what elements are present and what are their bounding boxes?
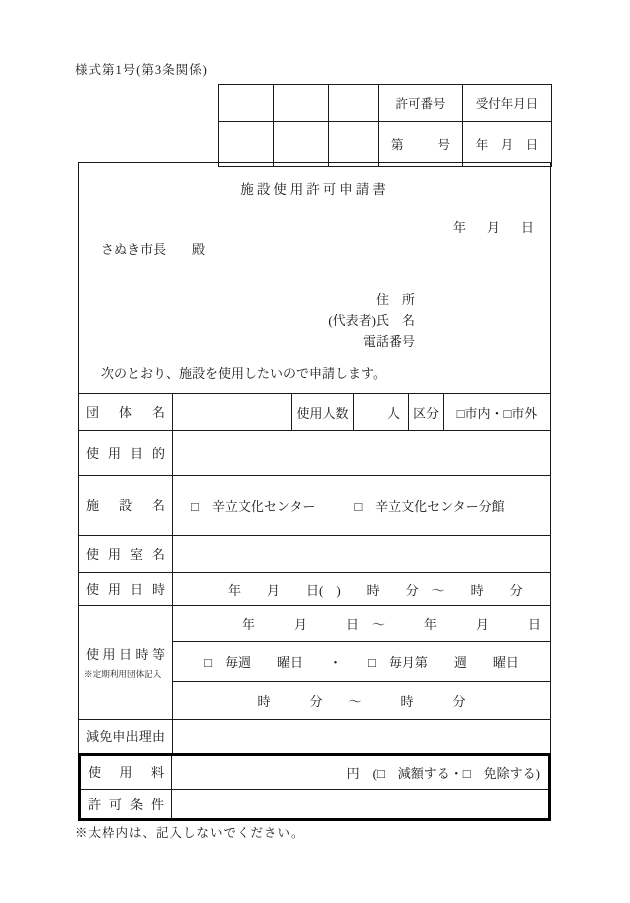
addressee-line: さぬき市長 殿	[101, 242, 206, 257]
schedule-label-cell	[79, 606, 173, 719]
room-input-cell	[173, 536, 550, 572]
purpose-label-cell	[79, 431, 173, 475]
form-number-label: 様式第1号(第3条関係)	[75, 63, 208, 77]
row-organization	[79, 393, 550, 430]
org-name-label-cell	[79, 394, 173, 430]
stamp-empty-cell	[329, 122, 379, 167]
stamp-empty-cell	[329, 85, 379, 122]
permit-number-value-cell	[379, 122, 463, 167]
form-title: 施設使用許可申請書	[240, 182, 389, 197]
stamp-empty-cell	[219, 85, 274, 122]
stamp-empty-cell	[274, 85, 329, 122]
row-schedule	[79, 605, 550, 719]
facility-checkbox-options: □ 辛立文化センター □ 辛立文化センター分館	[191, 499, 505, 514]
permit-no-suffix: 号	[437, 138, 450, 152]
representative-name-label: (代表者)氏 名	[328, 313, 415, 328]
row-facility	[79, 475, 550, 535]
facility-label-cell	[79, 476, 173, 535]
datetime-label: 使用日時	[86, 581, 165, 597]
row-exemption	[79, 719, 550, 753]
category-label: 区分	[409, 394, 444, 430]
application-form-box	[78, 162, 551, 821]
schedule-date-range-cell: 年 月 日 ～ 年 月 日	[241, 616, 541, 632]
datetime-input-cell: 年 月 日( ) 時 分 ～ 時 分	[228, 582, 523, 598]
stamp-empty-cell	[274, 122, 329, 167]
stamp-empty-cell	[219, 122, 274, 167]
row-conditions	[81, 789, 548, 818]
schedule-weekly-cell: □ 毎週 曜日 ・ □ 毎月第 週 曜日	[173, 641, 550, 682]
fee-label-cell	[81, 756, 172, 789]
row-room	[79, 535, 550, 572]
permit-number-label: 許可番号	[379, 85, 463, 122]
exemption-input-cell	[173, 720, 550, 753]
schedule-subrows	[173, 606, 550, 719]
stamp-table	[218, 84, 552, 167]
facility-label: 施設名	[86, 498, 165, 513]
org-name-label: 団体名	[86, 404, 165, 420]
received-date-value-cell: 年 月 日	[463, 122, 552, 167]
org-name-input-cell	[173, 394, 292, 430]
application-date-line: 年 月 日	[452, 220, 538, 235]
row-datetime	[79, 572, 550, 605]
fee-label: 使用料	[88, 765, 164, 780]
schedule-note: ※定期利用団体記入	[84, 668, 162, 679]
footer-note: ※太枠内は、記入しないでください。	[75, 826, 305, 840]
intro-sentence: 次のとおり、施設を使用したいので申請します。	[101, 366, 386, 381]
office-use-only-frame	[78, 753, 551, 821]
room-label-cell	[79, 536, 173, 572]
form-header	[79, 163, 550, 393]
row-fee	[81, 756, 548, 789]
schedule-time-range-cell: 時 分 ～ 時 分	[173, 681, 550, 719]
phone-number-label: 電話番号	[362, 334, 415, 349]
room-label: 使用室名	[86, 546, 165, 562]
conditions-input-cell	[172, 790, 548, 818]
schedule-label: 使用日時等	[86, 646, 165, 662]
purpose-label: 使用目的	[86, 445, 165, 461]
permit-no-prefix: 第	[391, 138, 404, 152]
row-purpose	[79, 430, 550, 475]
purpose-input-cell	[173, 431, 550, 475]
users-count-unit: 人	[354, 394, 409, 430]
datetime-label-cell	[79, 573, 173, 605]
applicant-contact-block	[328, 289, 415, 352]
exemption-label: 減免申出理由	[86, 729, 165, 744]
conditions-label: 許可条件	[88, 796, 164, 812]
received-date-label: 受付年月日	[463, 85, 552, 122]
exemption-label-cell	[79, 720, 173, 753]
fee-value-cell: 円 (□ 減額する・□ 免除する)	[346, 766, 540, 781]
users-count-label: 使用人数	[292, 394, 354, 430]
category-checkbox-options: □市内・□市外	[456, 405, 538, 421]
address-label: 住 所	[375, 292, 415, 307]
conditions-label-cell	[81, 790, 172, 818]
